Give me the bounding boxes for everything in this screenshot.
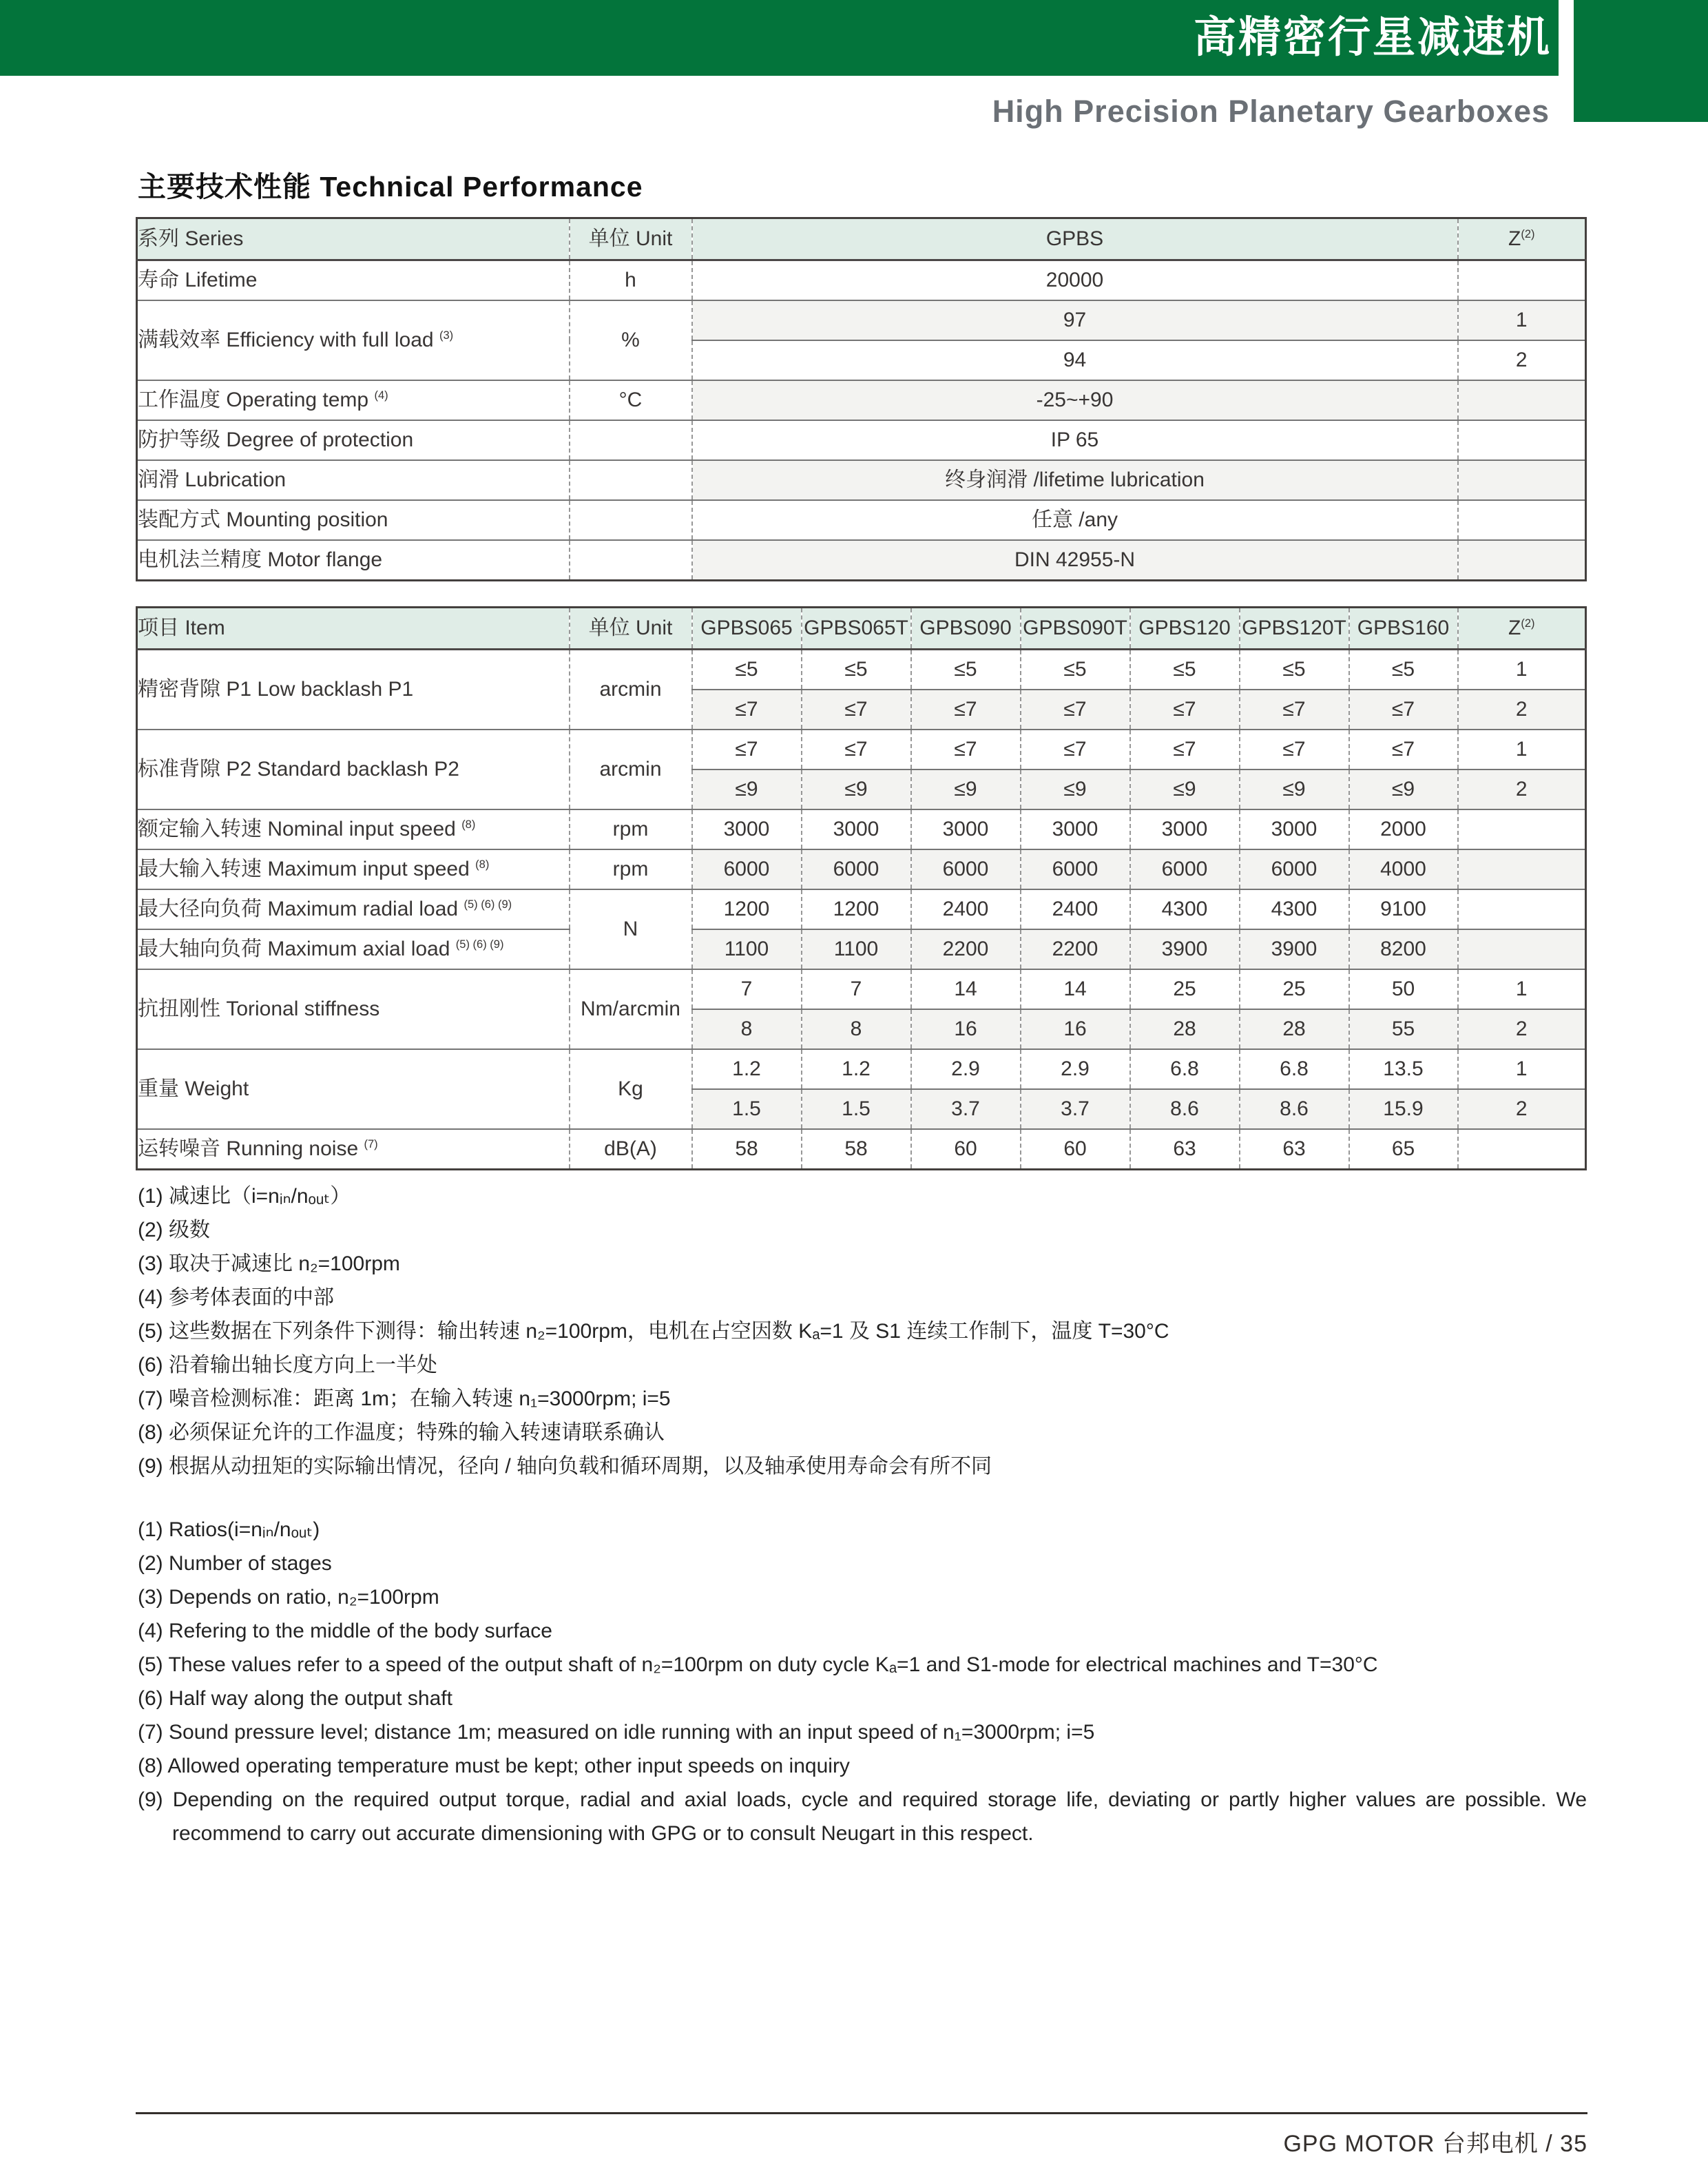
value-cell: 任意 /any — [692, 500, 1458, 540]
table-row — [137, 1049, 1586, 1089]
value-cell: 97 — [692, 300, 1458, 340]
z-label: Z — [1508, 616, 1521, 639]
footnote-en-8: (8) Allowed operating temperature must be kept; other input speeds on inquiry — [138, 1755, 850, 1777]
header-banner — [0, 0, 1559, 76]
z-cell: 1 — [1458, 1049, 1586, 1089]
col-header-model: GPBS065T — [802, 608, 911, 650]
row-label-text: 满载效率 Efficiency with full load — [138, 328, 434, 351]
value-cell: ≤9 — [911, 769, 1021, 809]
value-cell: 2400 — [911, 889, 1021, 929]
value-cell: 16 — [911, 1009, 1021, 1049]
table-row — [137, 460, 1586, 500]
value-cell: 13.5 — [1349, 1049, 1458, 1089]
value-cell: ≤7 — [1021, 690, 1130, 730]
unit-cell: Kg — [570, 1049, 692, 1129]
row-label: 抗扭刚性 Torional stiffness — [137, 969, 570, 1049]
value-cell: 6000 — [1130, 849, 1240, 889]
value-cell: ≤7 — [1130, 730, 1240, 769]
value-cell: 6000 — [1021, 849, 1130, 889]
value-cell: 2200 — [911, 929, 1021, 969]
table-row — [137, 929, 1586, 969]
footnote-en-3: (3) Depends on ratio, n₂=100rpm — [138, 1586, 439, 1609]
unit-cell — [570, 500, 692, 540]
value-cell: ≤5 — [1240, 650, 1349, 690]
value-cell: 8 — [692, 1009, 802, 1049]
value-cell: 2200 — [1021, 929, 1130, 969]
value-cell: ≤7 — [802, 690, 911, 730]
value-cell: 4300 — [1130, 889, 1240, 929]
table-row — [137, 809, 1586, 849]
footnotes-zh — [138, 1179, 1587, 1483]
value-cell: 1100 — [692, 929, 802, 969]
row-label: 寿命 Lifetime — [138, 268, 258, 291]
z-cell — [1458, 929, 1586, 969]
value-cell: 16 — [1021, 1009, 1130, 1049]
table-header-row — [137, 218, 1586, 260]
footnote-zh-5: (5) 这些数据在下列条件下测得：输出转速 n₂=100rpm，电机在占空因数 Kₐ=1 及 S1 连续工作制下，温度 T=30°C — [138, 1320, 1169, 1343]
z-cell: 2 — [1458, 1009, 1586, 1049]
footnote-ref: (7) — [364, 1137, 378, 1150]
footnote-ref: (5) (6) (9) — [464, 898, 512, 911]
value-cell: ≤7 — [802, 730, 911, 769]
value-cell: 55 — [1349, 1009, 1458, 1049]
col-header-model: GPBS120T — [1240, 608, 1349, 650]
footnote-zh-4: (4) 参考体表面的中部 — [138, 1286, 334, 1309]
value-cell: ≤5 — [1349, 650, 1458, 690]
z-cell: 1 — [1458, 969, 1586, 1009]
unit-cell: rpm — [570, 809, 692, 849]
value-cell: ≤7 — [692, 690, 802, 730]
page-subtitle-en: High Precision Planetary Gearboxes — [992, 94, 1550, 129]
value-cell: 1.5 — [802, 1089, 911, 1129]
row-label — [137, 889, 570, 929]
value-cell: 2000 — [1349, 809, 1458, 849]
z-footnote-ref: (2) — [1521, 617, 1535, 630]
value-cell: 3000 — [1021, 809, 1130, 849]
value-cell: 60 — [1021, 1129, 1130, 1170]
col-header-unit: 单位 Unit — [570, 218, 692, 260]
footnotes-en — [138, 1513, 1587, 1850]
z-footnote-ref: (2) — [1521, 227, 1535, 240]
table-header-row — [137, 608, 1586, 650]
value-cell: 25 — [1130, 969, 1240, 1009]
row-label: 重量 Weight — [137, 1049, 570, 1129]
row-label — [137, 1129, 570, 1170]
row-label-text: 额定输入转速 Nominal input speed — [138, 817, 456, 840]
value-cell: ≤7 — [1240, 730, 1349, 769]
value-cell: 14 — [1021, 969, 1130, 1009]
row-label: 电机法兰精度 Motor flange — [137, 540, 570, 581]
unit-cell — [570, 540, 692, 581]
z-cell — [1458, 420, 1586, 460]
unit-cell: h — [570, 260, 692, 301]
value-cell: 1200 — [802, 889, 911, 929]
value-cell: 6000 — [911, 849, 1021, 889]
value-cell: 3000 — [1130, 809, 1240, 849]
value-cell: 终身润滑 /lifetime lubrication — [692, 460, 1458, 500]
value-cell: ≤9 — [1021, 769, 1130, 809]
value-cell: 8.6 — [1240, 1089, 1349, 1129]
col-header-z — [1458, 218, 1586, 260]
row-label — [137, 380, 570, 420]
value-cell: 1.2 — [692, 1049, 802, 1089]
unit-cell: N — [570, 889, 692, 969]
z-cell: 2 — [1458, 769, 1586, 809]
value-cell: 8 — [802, 1009, 911, 1049]
col-header-z — [1458, 608, 1586, 650]
z-cell — [1458, 1129, 1586, 1170]
footnote-en-7: (7) Sound pressure level; distance 1m; measured on idle running with an input speed of n₁=3000rpm; i=5 — [138, 1721, 1095, 1744]
value-cell: 63 — [1130, 1129, 1240, 1170]
col-header-model: GPBS090 — [911, 608, 1021, 650]
table-row — [137, 260, 1586, 301]
row-label-text: 最大轴向负荷 Maximum axial load — [138, 937, 450, 960]
value-cell: ≤7 — [1021, 730, 1130, 769]
value-cell: 3900 — [1130, 929, 1240, 969]
value-cell: ≤9 — [802, 769, 911, 809]
value-cell: 65 — [1349, 1129, 1458, 1170]
row-label: 装配方式 Mounting position — [137, 500, 570, 540]
section-title: 主要技术性能 Technical Performance — [138, 171, 643, 203]
value-cell: 4300 — [1240, 889, 1349, 929]
value-cell: 8.6 — [1130, 1089, 1240, 1129]
z-cell — [1458, 849, 1586, 889]
value-cell: 1.5 — [692, 1089, 802, 1129]
unit-cell — [570, 420, 692, 460]
value-cell: 3900 — [1240, 929, 1349, 969]
value-cell: 3000 — [1240, 809, 1349, 849]
footnote-zh-7: (7) 噪音检测标准：距离 1m；在输入转速 n₁=3000rpm; i=5 — [138, 1387, 671, 1410]
value-cell: 28 — [1240, 1009, 1349, 1049]
value-cell: -25~+90 — [692, 380, 1458, 420]
value-cell: 6000 — [692, 849, 802, 889]
col-header-model: GPBS065 — [692, 608, 802, 650]
value-cell: 6.8 — [1240, 1049, 1349, 1089]
row-label-text: 运转噪音 Running noise — [138, 1137, 359, 1160]
value-cell: 20000 — [692, 260, 1458, 301]
footnote-zh-6: (6) 沿着输出轴长度方向上一半处 — [138, 1354, 437, 1376]
unit-cell — [570, 460, 692, 500]
footnote-ref: (8) — [475, 858, 490, 871]
footnote-ref: (3) — [439, 329, 454, 342]
col-header-item: 项目 Item — [137, 608, 570, 650]
table-row — [137, 420, 1586, 460]
value-cell: 8200 — [1349, 929, 1458, 969]
footnote-zh-3: (3) 取决于减速比 n₂=100rpm — [138, 1252, 400, 1275]
value-cell: 14 — [911, 969, 1021, 1009]
value-cell: 2400 — [1021, 889, 1130, 929]
z-cell: 2 — [1458, 340, 1586, 380]
col-header-gpbs: GPBS — [692, 218, 1458, 260]
footnote-en-2: (2) Number of stages — [138, 1552, 332, 1575]
z-cell — [1458, 460, 1586, 500]
z-cell — [1458, 380, 1586, 420]
row-label — [137, 929, 570, 969]
table-row — [137, 540, 1586, 581]
footnote-en-6: (6) Half way along the output shaft — [138, 1687, 452, 1710]
row-label-text: 最大输入转速 Maximum input speed — [138, 857, 470, 880]
value-cell: ≤9 — [1349, 769, 1458, 809]
value-cell: ≤5 — [692, 650, 802, 690]
col-header-unit: 单位 Unit — [570, 608, 692, 650]
value-cell: ≤7 — [911, 690, 1021, 730]
value-cell: 6000 — [802, 849, 911, 889]
value-cell: 28 — [1130, 1009, 1240, 1049]
table-row — [137, 1129, 1586, 1170]
value-cell: 60 — [911, 1129, 1021, 1170]
table-row — [137, 730, 1586, 769]
value-cell: 58 — [802, 1129, 911, 1170]
row-label-text: 最大径向负荷 Maximum radial load — [138, 897, 459, 920]
z-label: Z — [1508, 227, 1521, 250]
footnote-zh-8: (8) 必须保证允许的工作温度；特殊的输入转速请联系确认 — [138, 1421, 665, 1444]
value-cell: ≤7 — [1349, 690, 1458, 730]
value-cell: 3.7 — [911, 1089, 1021, 1129]
unit-cell: dB(A) — [570, 1129, 692, 1170]
header-corner-block — [1574, 0, 1708, 122]
value-cell: ≤9 — [692, 769, 802, 809]
z-cell: 1 — [1458, 730, 1586, 769]
row-label — [137, 300, 570, 380]
footer-text: GPG MOTOR 台邦电机 / 35 — [1283, 2131, 1587, 2157]
unit-cell: rpm — [570, 849, 692, 889]
unit-cell: Nm/arcmin — [570, 969, 692, 1049]
unit-cell: °C — [570, 380, 692, 420]
value-cell: 9100 — [1349, 889, 1458, 929]
table-row — [137, 849, 1586, 889]
value-cell: 6000 — [1240, 849, 1349, 889]
footnote-ref: (4) — [374, 389, 388, 402]
row-label: 标准背隙 P2 Standard backlash P2 — [137, 730, 570, 809]
value-cell: ≤7 — [1240, 690, 1349, 730]
col-header-series: 系列 Series — [137, 218, 570, 260]
row-label: 精密背隙 P1 Low backlash P1 — [138, 677, 414, 701]
col-header-model: GPBS160 — [1349, 608, 1458, 650]
value-cell: 7 — [802, 969, 911, 1009]
value-cell: 7 — [692, 969, 802, 1009]
model-specifications-table — [136, 606, 1587, 1170]
table-row — [137, 500, 1586, 540]
footnote-en-5: (5) These values refer to a speed of the output shaft of n₂=100rpm on duty cycle Kₐ=1 and S1-mode for electrical machines and T=30°C — [138, 1653, 1378, 1676]
page-title-zh: 高精密行星减速机 — [1193, 14, 1552, 61]
table-row — [137, 969, 1586, 1009]
value-cell: 2.9 — [911, 1049, 1021, 1089]
footnote-ref: (8) — [461, 818, 476, 831]
value-cell: 1.2 — [802, 1049, 911, 1089]
value-cell: 3000 — [911, 809, 1021, 849]
table-row — [137, 380, 1586, 420]
technical-performance-table — [136, 217, 1587, 581]
value-cell: ≤5 — [802, 650, 911, 690]
table-row — [137, 889, 1586, 929]
value-cell: 4000 — [1349, 849, 1458, 889]
value-cell: IP 65 — [692, 420, 1458, 460]
value-cell: 63 — [1240, 1129, 1349, 1170]
z-cell — [1458, 500, 1586, 540]
value-cell: ≤5 — [1021, 650, 1130, 690]
value-cell: ≤7 — [911, 730, 1021, 769]
row-label: 润滑 Lubrication — [137, 460, 570, 500]
value-cell: 6.8 — [1130, 1049, 1240, 1089]
footnote-zh-2: (2) 级数 — [138, 1219, 210, 1241]
value-cell: ≤5 — [1130, 650, 1240, 690]
table-row — [137, 650, 1586, 690]
value-cell: 3000 — [692, 809, 802, 849]
value-cell: 3.7 — [1021, 1089, 1130, 1129]
row-label — [137, 809, 570, 849]
value-cell: 2.9 — [1021, 1049, 1130, 1089]
footnote-en-1: (1) Ratios(i=nᵢₙ/nₒᵤₜ) — [138, 1518, 320, 1541]
z-cell: 1 — [1458, 300, 1586, 340]
row-label — [137, 849, 570, 889]
col-header-model: GPBS090T — [1021, 608, 1130, 650]
z-cell: 2 — [1458, 1089, 1586, 1129]
value-cell: ≤7 — [692, 730, 802, 769]
table-row — [137, 300, 1586, 340]
value-cell: 1100 — [802, 929, 911, 969]
z-cell — [1458, 809, 1586, 849]
footnote-zh-1: (1) 减速比（i=nᵢₙ/nₒᵤₜ） — [138, 1185, 351, 1208]
footnote-en-4: (4) Refering to the middle of the body surface — [138, 1620, 552, 1642]
value-cell: 94 — [692, 340, 1458, 380]
row-label: 防护等级 Degree of protection — [137, 420, 570, 460]
value-cell: ≤5 — [911, 650, 1021, 690]
z-cell: 1 — [1458, 650, 1586, 690]
value-cell: 15.9 — [1349, 1089, 1458, 1129]
footnote-en-9: (9) Depending on the required output torque, radial and axial loads, cycle and required storage life, deviating or partly higher values are possible. We recommend to carry out accurate dimensioning with GPG or to consult Neugart in this respect. — [138, 1788, 1587, 1845]
page-footer — [136, 2112, 1587, 2158]
z-cell — [1458, 540, 1586, 581]
z-cell — [1458, 260, 1586, 301]
value-cell: DIN 42955-N — [692, 540, 1458, 581]
value-cell: ≤9 — [1240, 769, 1349, 809]
col-header-model: GPBS120 — [1130, 608, 1240, 650]
value-cell: ≤7 — [1349, 730, 1458, 769]
z-cell: 2 — [1458, 690, 1586, 730]
value-cell: ≤9 — [1130, 769, 1240, 809]
value-cell: 58 — [692, 1129, 802, 1170]
value-cell: ≤7 — [1130, 690, 1240, 730]
z-cell — [1458, 889, 1586, 929]
value-cell: 50 — [1349, 969, 1458, 1009]
value-cell: 3000 — [802, 809, 911, 849]
footnote-ref: (5) (6) (9) — [455, 938, 504, 951]
footnote-zh-9: (9) 根据从动扭矩的实际输出情况，径向 / 轴向负载和循环周期，以及轴承使用寿命会有所不同 — [138, 1455, 992, 1478]
unit-cell: arcmin — [570, 650, 692, 730]
row-label-text: 工作温度 Operating temp — [138, 388, 369, 411]
unit-cell: % — [570, 300, 692, 380]
unit-cell: arcmin — [570, 730, 692, 809]
value-cell: 25 — [1240, 969, 1349, 1009]
value-cell: 1200 — [692, 889, 802, 929]
